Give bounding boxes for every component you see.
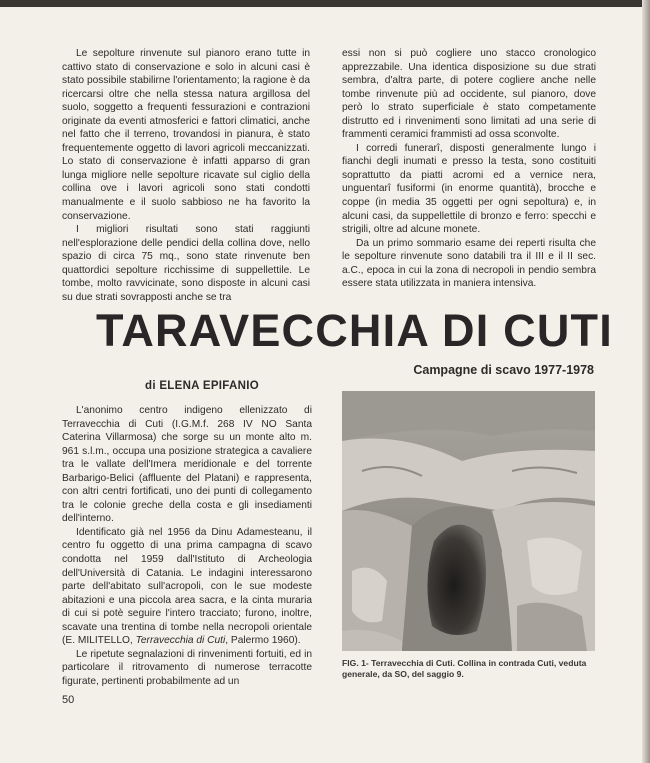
paragraph: I corredi funerarî, disposti generalmente lungo i fianchi degli inumati e presso la testa, sono costituiti soprattutto da piatti acromi ed a vernice nera, unguentarî fusiformi (in enorme quantità), brocche e coppe (in media 35 oggetti per ogni sepoltura) e, in alcuni casi, da suppellettile di bronzo e ferro: specchi e strigili, oltre ad alcune monete. bbox=[342, 142, 596, 236]
excavation-photo bbox=[342, 391, 595, 651]
page-number: 50 bbox=[62, 694, 75, 706]
paragraph-text: Identificato già nel 1956 da Dinu Adamesteanu, il centro fu oggetto di una prima campagna di scavo condotta nel 1959 dall'Istituto di Archeologia dell'Università di Catania. Le indagini interessarono parte dell'abitato sull'acropoli, con le sue modeste abitazioni e una piccola area sacra, e la cinta muraria di cui si potè seguire l'intero tracciato; furono, inoltre, scavate una trentina di tombe nella necropoli orientale (E. MILITELLO, bbox=[62, 526, 312, 647]
paragraph: Le ripetute segnalazioni di rinvenimenti fortuiti, ed in particolare il ritrovamento di numerose terracotte figurate, pertinenti probabilmente ad un bbox=[62, 648, 312, 687]
article-title: TARAVECCHIA DI CUTI bbox=[96, 305, 613, 356]
paragraph: Da un primo sommario esame dei reperti risulta che le sepolture rinvenute sono databili tra il III e il II sec. a.C., epoca in cui la zona di necropoli in pendio sembra essere stata utilizzata in maniera intensiva. bbox=[342, 237, 596, 290]
paragraph: Le sepolture rinvenute sul pianoro erano tutte in cattivo stato di conservazione e solo in alcuni casi è stato possibile stabilirne l'orientamento; la ragione è da ricercarsi oltre che nella stessa natura argillosa del suolo, soggetto a frequenti fessurazioni e contrazioni originate da eventi atmosferici e fattori climatici, anche nel fatto che il terreno, trovandosi in pianura, è stato frequentemente oggetto di lavori agricoli meccanizzati. Lo stato di conservazione è infatti apparso di gran lunga migliore nelle sepolture ricavate sul ciglio della collina ove i lavori agricoli sono stati condotti manualmente e il suolo sabbioso ne ha favorito la conservazione. bbox=[62, 48, 310, 222]
paragraph-text: , Palermo 1960). bbox=[225, 635, 301, 647]
top-right-column bbox=[342, 47, 596, 291]
page-spine-shadow bbox=[642, 0, 650, 763]
bottom-left-column bbox=[62, 404, 312, 688]
top-left-column bbox=[62, 47, 310, 304]
book-title: Terravecchia di Cuti bbox=[135, 635, 226, 647]
paragraph bbox=[62, 526, 312, 648]
paragraph: essi non si può cogliere uno stacco cronologico apprezzabile. Una identica disposizione su due strati sembra, d'altra parte, di potere cogliere anche nelle tombe rinvenute più ad occidente, sul pianoro, dove però lo strato superficiale è stato competamente distrutto ed i rinvenimenti sono limitati ad una serie di frammenti ceramici frammisti ad ossa sconvolte. bbox=[342, 48, 596, 141]
page-top-edge bbox=[0, 0, 650, 7]
author-byline: di ELENA EPIFANIO bbox=[145, 380, 259, 392]
excavation-photo-graphic bbox=[342, 391, 595, 651]
paragraph: I migliori risultati sono stati raggiunti nell'esplorazione delle pendici della collina dove, nello spazio di circa 75 mq., sono state rinvenute ben quattordici sepolture ricchissime di suppellettile. Le tombe, molto ravvicinate, sono disposte in alcuni casi su due strati sovrapposti anche se tra bbox=[62, 224, 310, 303]
figure-caption: FIG. 1- Terravecchia di Cuti. Collina in contrada Cuti, veduta generale, da SO, del saggio 9. bbox=[342, 658, 587, 679]
paragraph: L'anonimo centro indigeno ellenizzato di Terravecchia di Cuti (I.G.M.f. 268 IV NO Santa Caterina Villarmosa) che sorge su un monte alto m. 961 s.l.m., occupa una posizione strategica a cavaliere tra le vallate dell'Imera meridionale e del torrente Barbarigo-Belici (affluente del Platani) e rappresenta, con altri centri fortificati, uno dei punti di collegamento tra le colonie greche della costa e gli insediamenti dell'interno. bbox=[62, 405, 312, 525]
article-subtitle: Campagne di scavo 1977-1978 bbox=[413, 363, 594, 377]
